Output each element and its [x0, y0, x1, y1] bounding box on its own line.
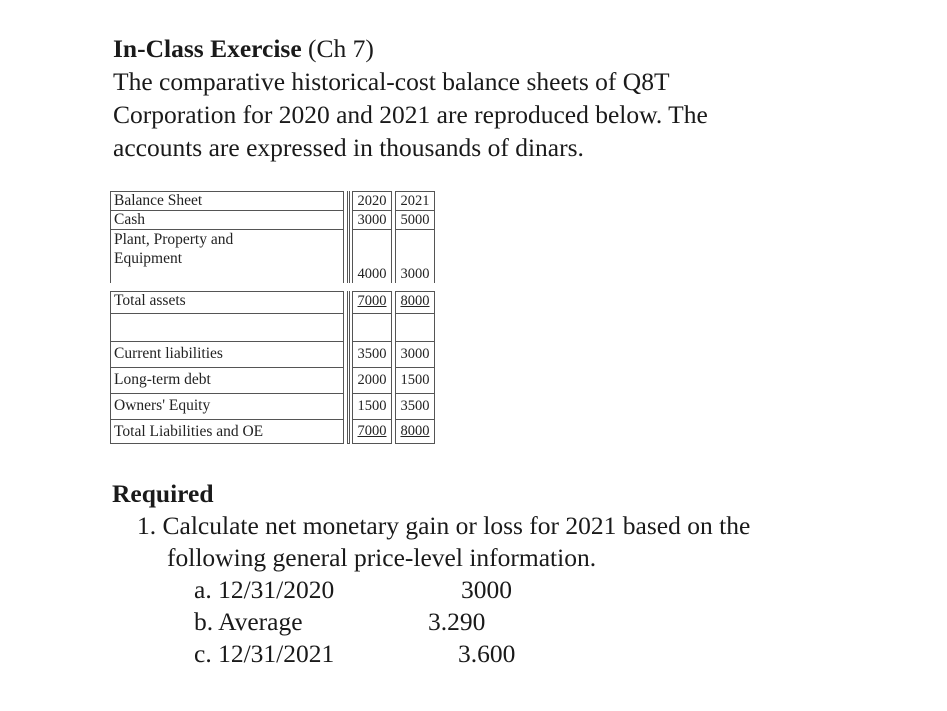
balance-sheet-table [110, 191, 437, 445]
cell-value: 3000 [400, 266, 430, 282]
cell-value: 7000 [357, 423, 387, 439]
row-label: Plant, Property and Equipment [110, 229, 344, 283]
required-heading: Required [112, 479, 214, 508]
option-b: b. Average 3.290 [194, 607, 486, 636]
question-1-line-2: following general price-level information. [167, 543, 597, 572]
year-2020-header: 2020 [352, 191, 392, 210]
option-c: c. 12/31/2021 3.600 [194, 639, 516, 668]
row-label: Cash [110, 210, 344, 229]
cell-value: 3000 [395, 341, 435, 367]
option-a: a. 12/31/2020 3000 [194, 575, 512, 604]
cell-value: 3500 [395, 393, 435, 419]
cell-value: 1500 [352, 393, 392, 419]
cell-value: 8000 [400, 423, 430, 439]
table-row [110, 419, 437, 444]
table-row [110, 291, 437, 313]
cell-value: 1500 [395, 367, 435, 393]
table-row [110, 191, 437, 210]
table-row [110, 210, 437, 229]
table-row [110, 313, 437, 341]
intro-text [113, 32, 833, 164]
cell-value: 3000 [352, 210, 392, 229]
cell-value: 4000 [357, 266, 387, 282]
cell-value: 3500 [352, 341, 392, 367]
row-label: Current liabilities [110, 341, 344, 367]
cell-value: 2000 [352, 367, 392, 393]
row-label: Balance Sheet [110, 191, 344, 210]
cell-value: 8000 [400, 293, 430, 309]
required-section [112, 478, 872, 670]
table-row [110, 231, 437, 283]
exercise-title: In-Class Exercise (Ch 7) [113, 34, 374, 63]
intro-line-3: accounts are expressed in thousands of dinars. [113, 133, 584, 162]
year-2021-header: 2021 [395, 191, 435, 210]
cell-value: 7000 [357, 293, 387, 309]
row-label: Total assets [110, 291, 344, 313]
question-1-line-1: 1. Calculate net monetary gain or loss for 2021 based on the [137, 511, 751, 540]
row-label: Total Liabilities and OE [110, 419, 344, 444]
intro-line-2: Corporation for 2020 and 2021 are reproduced below. The [113, 100, 708, 129]
intro-line-1: The comparative historical-cost balance sheets of Q8T [113, 67, 670, 96]
table-row [110, 341, 437, 367]
table-row [110, 367, 437, 393]
row-label: Owners' Equity [110, 393, 344, 419]
table-row [110, 393, 437, 419]
cell-value: 5000 [395, 210, 435, 229]
row-label: Long-term debt [110, 367, 344, 393]
